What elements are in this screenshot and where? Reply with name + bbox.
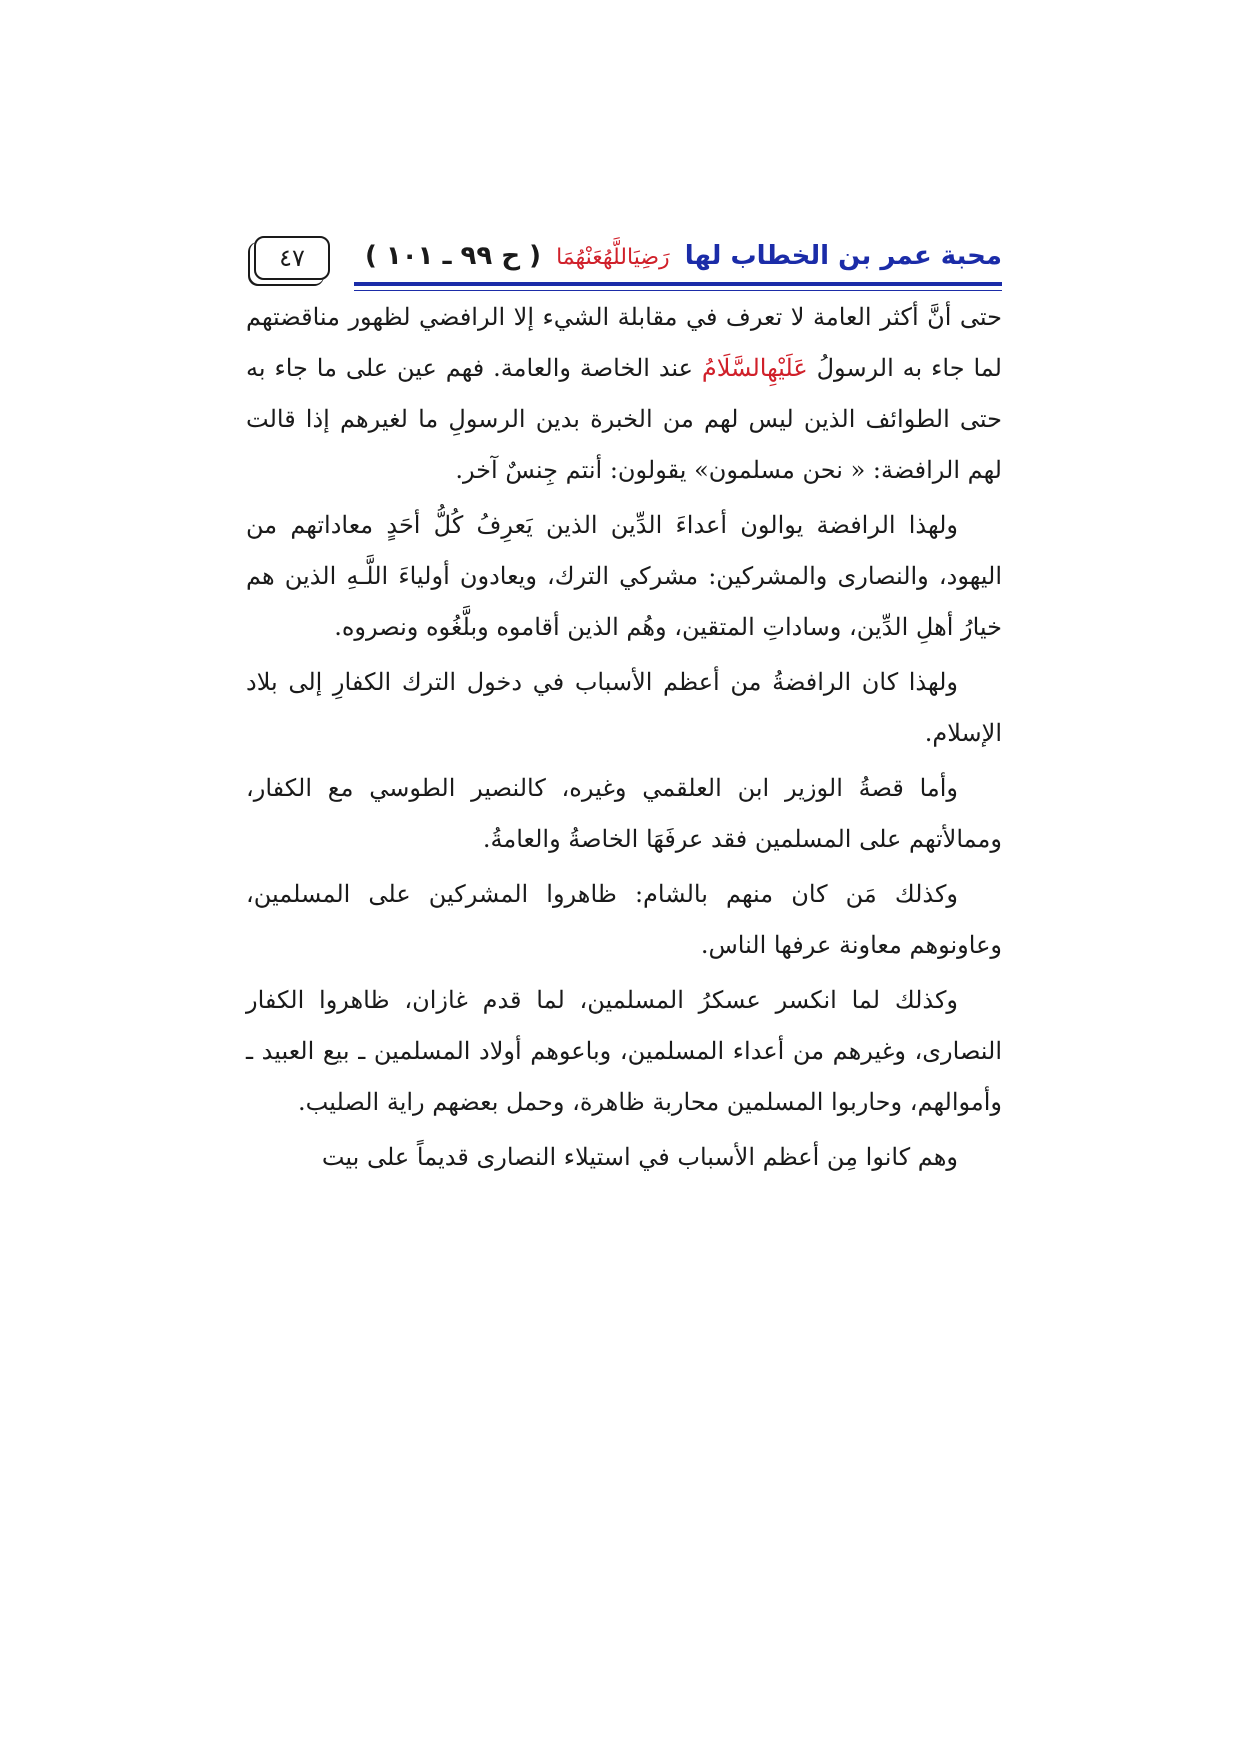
header-rule-thin	[354, 290, 1002, 291]
paragraph-2: ولهذا الرافضة يوالون أعداءَ الدِّين الذين يَعرِفُ كُلُّ أحَدٍ معاداتهم من اليهود، والنصارى والمشركين: مشركي الترك، ويعادون أولياءَ اللَّـهِ الذين هم خيارُ أهلِ الدِّين، وساداتِ المتقين، وهُم الذين أقاموه وبلَّغُوه ونصروه.	[246, 511, 1002, 641]
header-rule-thick	[354, 282, 1002, 286]
paragraph-3: ولهذا كان الرافضةُ من أعظم الأسباب في دخول الترك الكفارِ إلى بلاد الإسلام.	[246, 668, 1002, 747]
paragraph-1	[246, 292, 1002, 496]
page-number-box	[254, 236, 330, 280]
paragraph-6: وكذلك لما انكسر عسكرُ المسلمين، لما قدم غازان، ظاهروا الكفار النصارى، وغيرهم من أعداء المسلمين، وباعوهم أولاد المسلمين ـ بيع العبيد ـ وأموالهم، وحاربوا المسلمين محاربة ظاهرة، وحمل بعضهم راية الصليب.	[246, 986, 1002, 1116]
paragraph-4: وأما قصةُ الوزير ابن العلقمي وغيره، كالنصير الطوسي مع الكفار، وممالأتهم على المسلمين فقد عرفَهَا الخاصةُ والعامةُ.	[246, 774, 1002, 853]
page-header	[254, 236, 1002, 298]
title-reference: ( ح ٩٩ ـ ١٠١ )	[364, 241, 541, 271]
paragraph-1-part-a: حتى أنَّ أكثر العامة لا تعرف في مقابلة الشيء إلا الرافضي لظهور مناقضتهم لما جاء به الرسولُ	[246, 303, 1002, 382]
title-text: محبة عمر بن الخطاب لها	[684, 241, 1002, 271]
paragraph-5: وكذلك مَن كان منهم بالشام: ظاهروا المشركين على المسلمين، وعاونوهم معاونة عرفها الناس.	[246, 880, 1002, 959]
paragraph-7: وهم كانوا مِن أعظم الأسباب في استيلاء النصارى قديماً على بيت	[321, 1143, 958, 1171]
title-honorific: رَضِيَاللَّهُعَنْهُمَا	[556, 245, 670, 270]
inline-honorific: عَلَيْهِالسَّلَامُ	[701, 354, 808, 382]
running-title	[365, 236, 1002, 278]
body-text	[246, 292, 1002, 1187]
paragraph-1-part-b: عند الخاصة والعامة. فهم عين على ما جاء به حتى الطوائف الذين ليس لهم من الخبرة بدين الرسولِ ما لغيرهم إذا قالت لهم الرافضة: « نحن مسلمون» يقولون: أنتم جِنسٌ آخر.	[246, 354, 1002, 484]
page-number: ٤٧	[279, 244, 305, 272]
